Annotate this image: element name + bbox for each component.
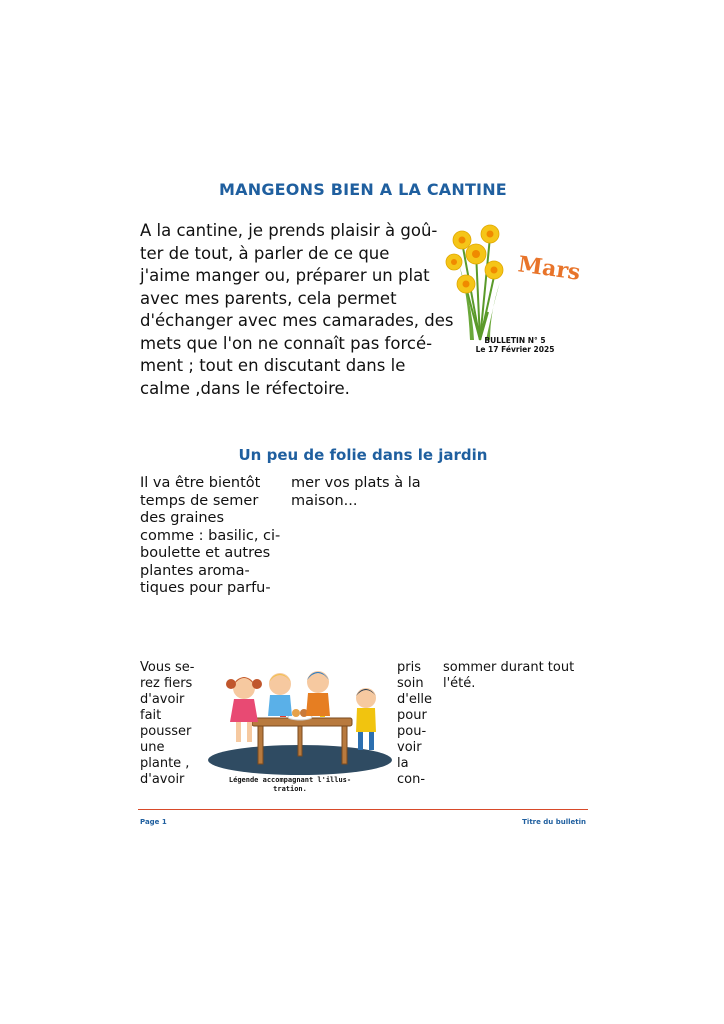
text-line: sommer durant tout (443, 660, 575, 675)
caption-line: tration. (273, 785, 307, 793)
text-line: soin (397, 676, 424, 691)
text-line: voir (397, 740, 422, 755)
intro-line: calme ,dans le réfectoire. (140, 378, 350, 398)
bulletin-date: Le 17 Février 2025 (475, 345, 555, 354)
text-line: des graines (140, 510, 225, 526)
text-line: tiques pour parfu- (140, 580, 271, 596)
garden-column-2 (291, 475, 431, 510)
text-line: fait (140, 708, 162, 723)
illustration-caption (220, 776, 360, 794)
intro-line: mets que l'on ne connaît pas forcé- (140, 333, 433, 353)
bulletin-number: BULLETIN N° 5 (484, 336, 546, 345)
bulletin-info (462, 336, 568, 354)
text-line: plantes aroma- (140, 562, 250, 579)
section-title: Un peu de folie dans le jardin (238, 446, 488, 464)
text-line: mer vos plats à la (291, 475, 421, 491)
proud-column-2 (397, 660, 437, 788)
text-line: con- (397, 772, 426, 787)
text-line: une (140, 740, 165, 755)
child-boy-3 (356, 688, 376, 750)
text-line: comme : basilic, ci- (140, 527, 281, 544)
intro-line: j'aime manger ou, préparer un plat (140, 266, 430, 285)
text-line: boulette et autres (140, 545, 271, 561)
text-line: pris (397, 660, 421, 675)
kids-eating-illustration (200, 656, 395, 778)
text-line: pour (397, 708, 427, 723)
text-line: l'été. (443, 676, 476, 691)
mars-word: Mars (516, 251, 582, 286)
proud-column-3 (443, 660, 588, 692)
page-number: Page 1 (140, 818, 167, 826)
child-boy-2 (306, 671, 330, 716)
text-line: maison... (291, 492, 358, 509)
text-line: pousser (140, 724, 192, 739)
text-line: pou- (397, 724, 427, 739)
garden-column-1 (140, 475, 280, 598)
text-line: d'elle (397, 692, 433, 707)
daffodil-illustration (440, 212, 582, 342)
text-line: plante , (140, 756, 190, 771)
intro-line: ter de tout, à parler de ce que (140, 243, 390, 263)
caption-line: Légende accompagnant l'illus- (228, 776, 352, 784)
text-line: d'avoir (140, 692, 185, 707)
intro-line: d'échanger avec mes camarades, des (140, 311, 454, 330)
text-line: Il va être bientôt (140, 475, 261, 491)
intro-paragraph (140, 220, 454, 400)
child-girl (226, 677, 262, 742)
text-line: Vous se- (140, 660, 195, 675)
text-line: d'avoir (140, 772, 185, 787)
intro-line: A la cantine, je prends plaisir à goû- (140, 221, 438, 240)
child-boy-1 (268, 673, 292, 716)
text-line: la (397, 756, 409, 771)
text-line: rez fiers (140, 676, 193, 691)
text-line: temps de semer (140, 492, 259, 509)
intro-line: ment ; tout en discutant dans le (140, 356, 406, 375)
proud-column-1 (140, 660, 200, 788)
daffodil-flower (446, 225, 503, 293)
intro-line: avec mes parents, cela permet (140, 288, 397, 308)
footer-title: Titre du bulletin (522, 818, 586, 826)
footer-divider (138, 809, 588, 810)
article-title: MANGEONS BIEN A LA CANTINE (219, 180, 507, 199)
